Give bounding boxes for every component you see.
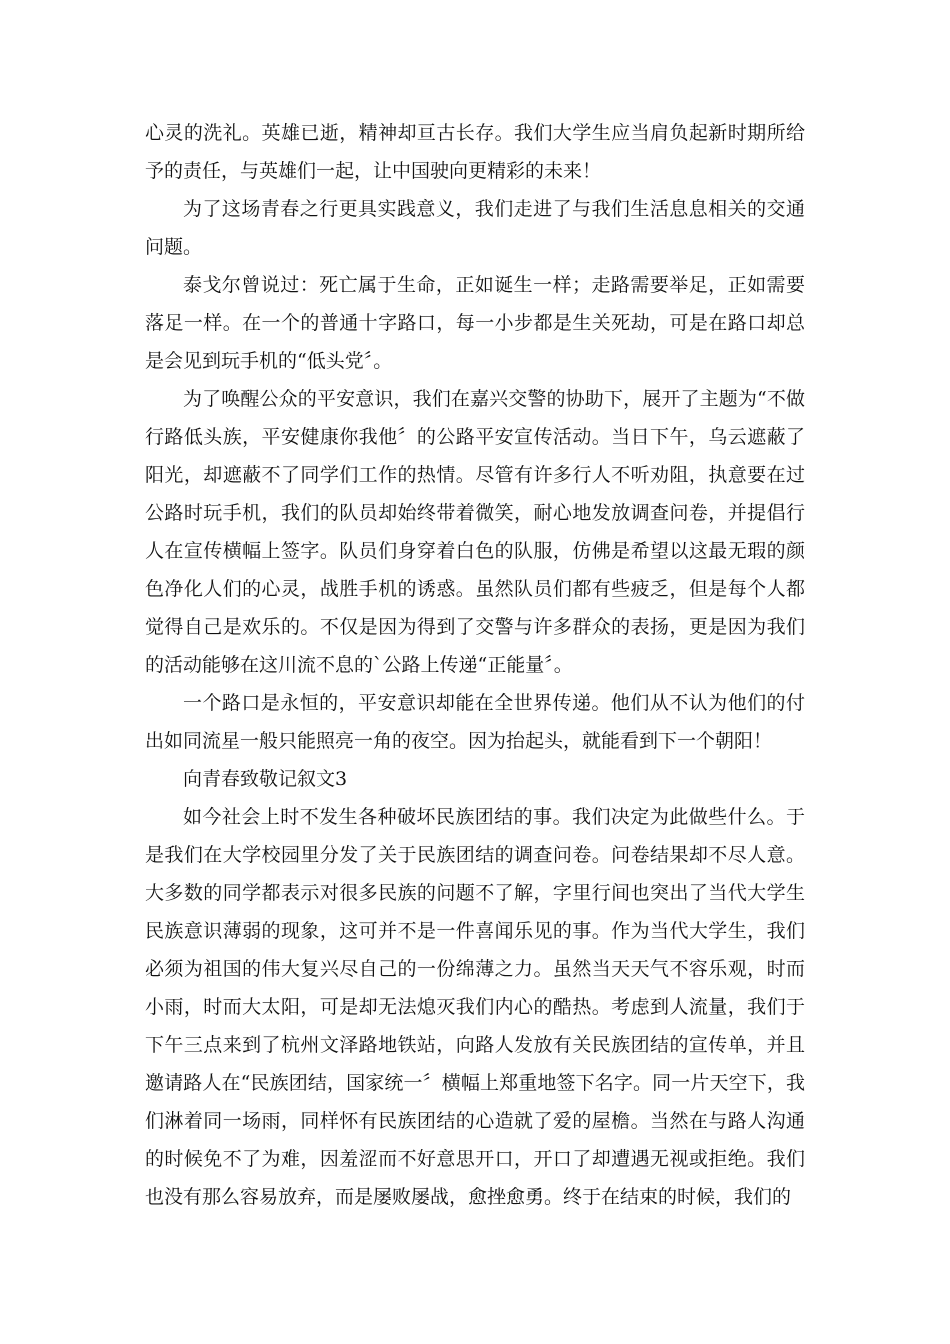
paragraph-continued: 心灵的洗礼。英雄已逝，精神却亘古长存。我们大学生应当肩负起新时期所给予的责任，与英雄们一起，让中国驶向更精彩的未来！ bbox=[145, 122, 805, 182]
paragraph: 一个路口是永恒的，平安意识却能在全世界传递。他们从不认为他们的付出如同流星一般只能照亮一角的夜空。因为抬起头，就能看到下一个朝阳！ bbox=[145, 692, 805, 752]
paragraph: 如今社会上时不发生各种破坏民族团结的事。我们决定为此做些什么。于是我们在大学校园里分发了关于民族团结的调查问卷。问卷结果却不尽人意。大多数的同学都表示对很多民族的问题不了解，字里行间也突出了当代大学生民族意识薄弱的现象，这可并不是一件喜闻乐见的事。作为当代大学生，我们必须为祖国的伟大复兴尽自己的一份绵薄之力。虽然当天天气不容乐观，时而小雨，时而大太阳，可是却无法熄灭我们内心的酷热。考虑到人流量，我们于下午三点来到了杭州文泽路地铁站，向路人发放有关民族团结的宣传单，并且邀请路人在“民族团结，国家统一〞横幅上郑重地签下名字。同一片天空下，我们淋着同一场雨，同样怀有民族团结的心造就了爱的屋檐。当然在与路人沟通的时候免不了为难，因羞涩而不好意思开口，开口了却遭遇无视或拒绝。我们也没有那么容易放弃，而是屡败屡战，愈挫愈勇。终于在结束的时候，我们的 bbox=[145, 806, 805, 1208]
document-body bbox=[145, 114, 805, 1216]
paragraph: 为了这场青春之行更具实践意义，我们走进了与我们生活息息相关的交通问题。 bbox=[145, 198, 805, 258]
paragraph: 为了唤醒公众的平安意识，我们在嘉兴交警的协助下，展开了主题为“不做行路低头族，平安健康你我他〞的公路平安宣传活动。当日下午，乌云遮蔽了阳光，却遮蔽不了同学们工作的热情。尽管有许多行人不听劝阻，执意要在过公路时玩手机，我们的队员却始终带着微笑，耐心地发放调查问卷，并提倡行人在宣传横幅上签字。队员们身穿着白色的队服，仿佛是希望以这最无瑕的颜色净化人们的心灵，战胜手机的诱惑。虽然队员们都有些疲乏，但是每个人都觉得自己是欢乐的。不仅是因为得到了交警与许多群众的表扬，更是因为我们的活动能够在这川流不息的`公路上传递“正能量〞。 bbox=[145, 388, 805, 676]
section-heading: 向青春致敬记叙文3 bbox=[183, 768, 348, 790]
paragraph: 泰戈尔曾说过：死亡属于生命，正如诞生一样；走路需要举足，正如需要落足一样。在一个的普通十字路口，每一小步都是生关死劫，可是在路口却总是会见到玩手机的“低头党〞。 bbox=[145, 274, 805, 372]
